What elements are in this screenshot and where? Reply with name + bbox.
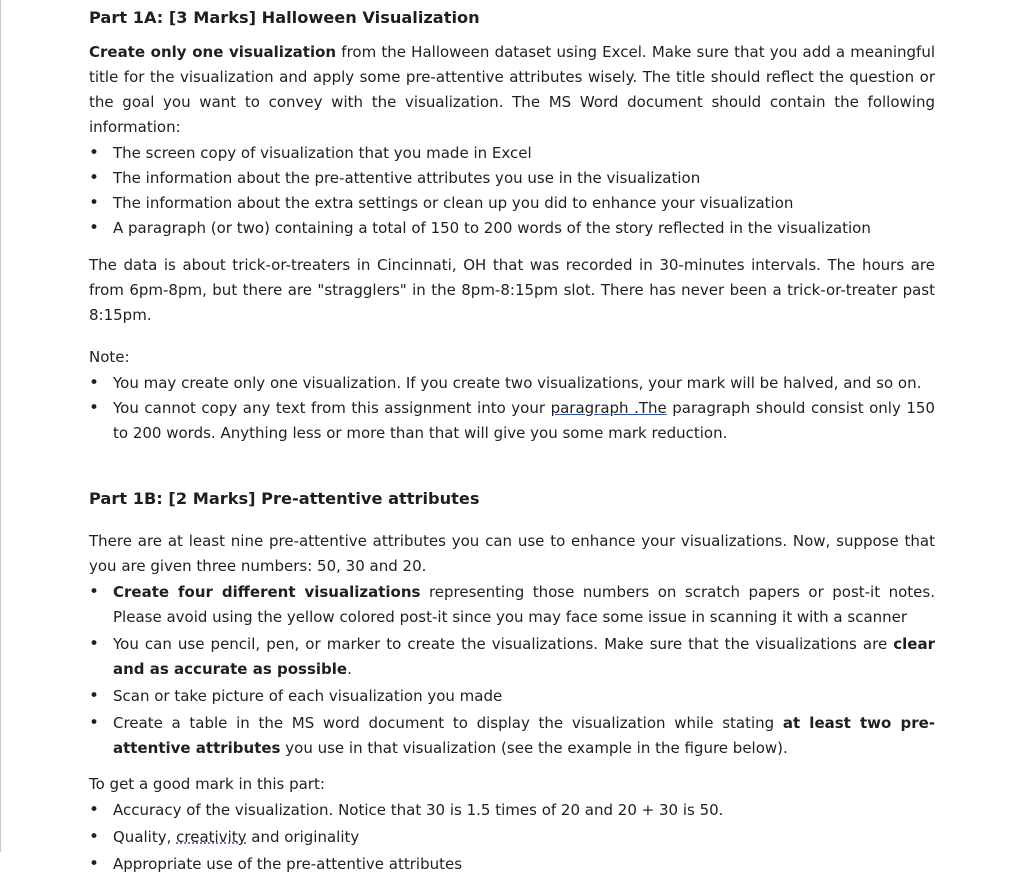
data-description: The data is about trick-or-treaters in Cincinnati, OH that was recorded in 30-minutes intervals. The hours are from 6pm-8pm, but there are "stragglers" in the 8pm-8:15pm slot. There has never been a trick-or-treater past 8:15pm. bbox=[89, 256, 935, 324]
note2-text-a: You cannot copy any text from this assignment into your bbox=[113, 399, 551, 417]
note2-text-b: paragraph should consist only 150 to 200 words. Anything less or more than that will give you some mark reduction. bbox=[113, 399, 935, 442]
b2-bold: clear and as accurate as possible bbox=[113, 635, 935, 678]
intro-bold: Create only one visualization bbox=[89, 43, 337, 61]
part-1b-intro: There are at least nine pre-attentive attributes you can use to enhance your visualizations. Now, suppose that you are given three numbers: 50, 30 and 20. bbox=[89, 532, 935, 575]
list-item: • The information about the pre-attentive attributes you use in the visualization bbox=[89, 166, 935, 191]
list-item bbox=[89, 396, 935, 446]
part-1b-heading: Part 1B: [2 Marks] Pre-attentive attributes bbox=[89, 489, 480, 508]
list-item bbox=[89, 825, 935, 850]
list-item bbox=[89, 580, 935, 630]
b1-bold: Create four different visualizations bbox=[113, 583, 421, 601]
part-1a-intro bbox=[89, 40, 935, 140]
list-item: • The screen copy of visualization that you made in Excel bbox=[89, 141, 935, 166]
list-item: • A paragraph (or two) containing a total of 150 to 200 words of the story reflected in the visualization bbox=[89, 216, 935, 241]
intro-rest: from the Halloween dataset using Excel. Make sure that you add a meaningful title for the visualization and apply some pre-attentive attributes wisely. The title should reflect the question or the goal you want to convey with the visualization. The MS Word document should contain the following information: bbox=[89, 43, 936, 136]
list-item: • Appropriate use of the pre-attentive attributes bbox=[89, 852, 935, 877]
list-item bbox=[89, 632, 935, 682]
b4-bold: at least two pre-attentive attributes bbox=[113, 714, 935, 757]
part-1a-bullet-list bbox=[89, 141, 935, 241]
good-mark-list bbox=[89, 798, 935, 877]
list-item: • Scan or take picture of each visualization you made bbox=[89, 684, 935, 709]
page-left-edge bbox=[0, 0, 1, 852]
m2-text-a: Quality, bbox=[113, 828, 177, 846]
list-item bbox=[89, 711, 935, 761]
note-label: Note: bbox=[89, 348, 130, 366]
m2-text-b: and originality bbox=[246, 828, 360, 846]
note-list bbox=[89, 371, 935, 446]
b1-rest: representing those numbers on scratch papers or post-it notes. Please avoid using the yellow colored post-it since you may face some issue in scanning it with a scanner bbox=[113, 583, 935, 626]
list-item: • The information about the extra settings or clean up you did to enhance your visualization bbox=[89, 191, 935, 216]
part-1b-bullet-list bbox=[89, 580, 935, 761]
grammar-flagged-text[interactable]: paragraph .The bbox=[550, 399, 667, 417]
b2-text-a: You can use pencil, pen, or marker to create the visualizations. Make sure that the visualizations are bbox=[113, 635, 894, 653]
part-1a-heading: Part 1A: [3 Marks] Halloween Visualization bbox=[89, 8, 480, 27]
b2-text-b: . bbox=[347, 660, 352, 678]
b4-text-a: Create a table in the MS word document to display the visualization while stating bbox=[113, 714, 783, 732]
document-body bbox=[89, 0, 935, 877]
good-mark-label: To get a good mark in this part: bbox=[89, 775, 325, 793]
b4-text-b: you use in that visualization (see the example in the figure below). bbox=[280, 739, 788, 757]
spelling-flagged-text[interactable]: creativity bbox=[176, 828, 247, 846]
list-item: • Accuracy of the visualization. Notice that 30 is 1.5 times of 20 and 20 + 30 is 50. bbox=[89, 798, 935, 823]
list-item: • You may create only one visualization. If you create two visualizations, your mark will be halved, and so on. bbox=[89, 371, 935, 396]
